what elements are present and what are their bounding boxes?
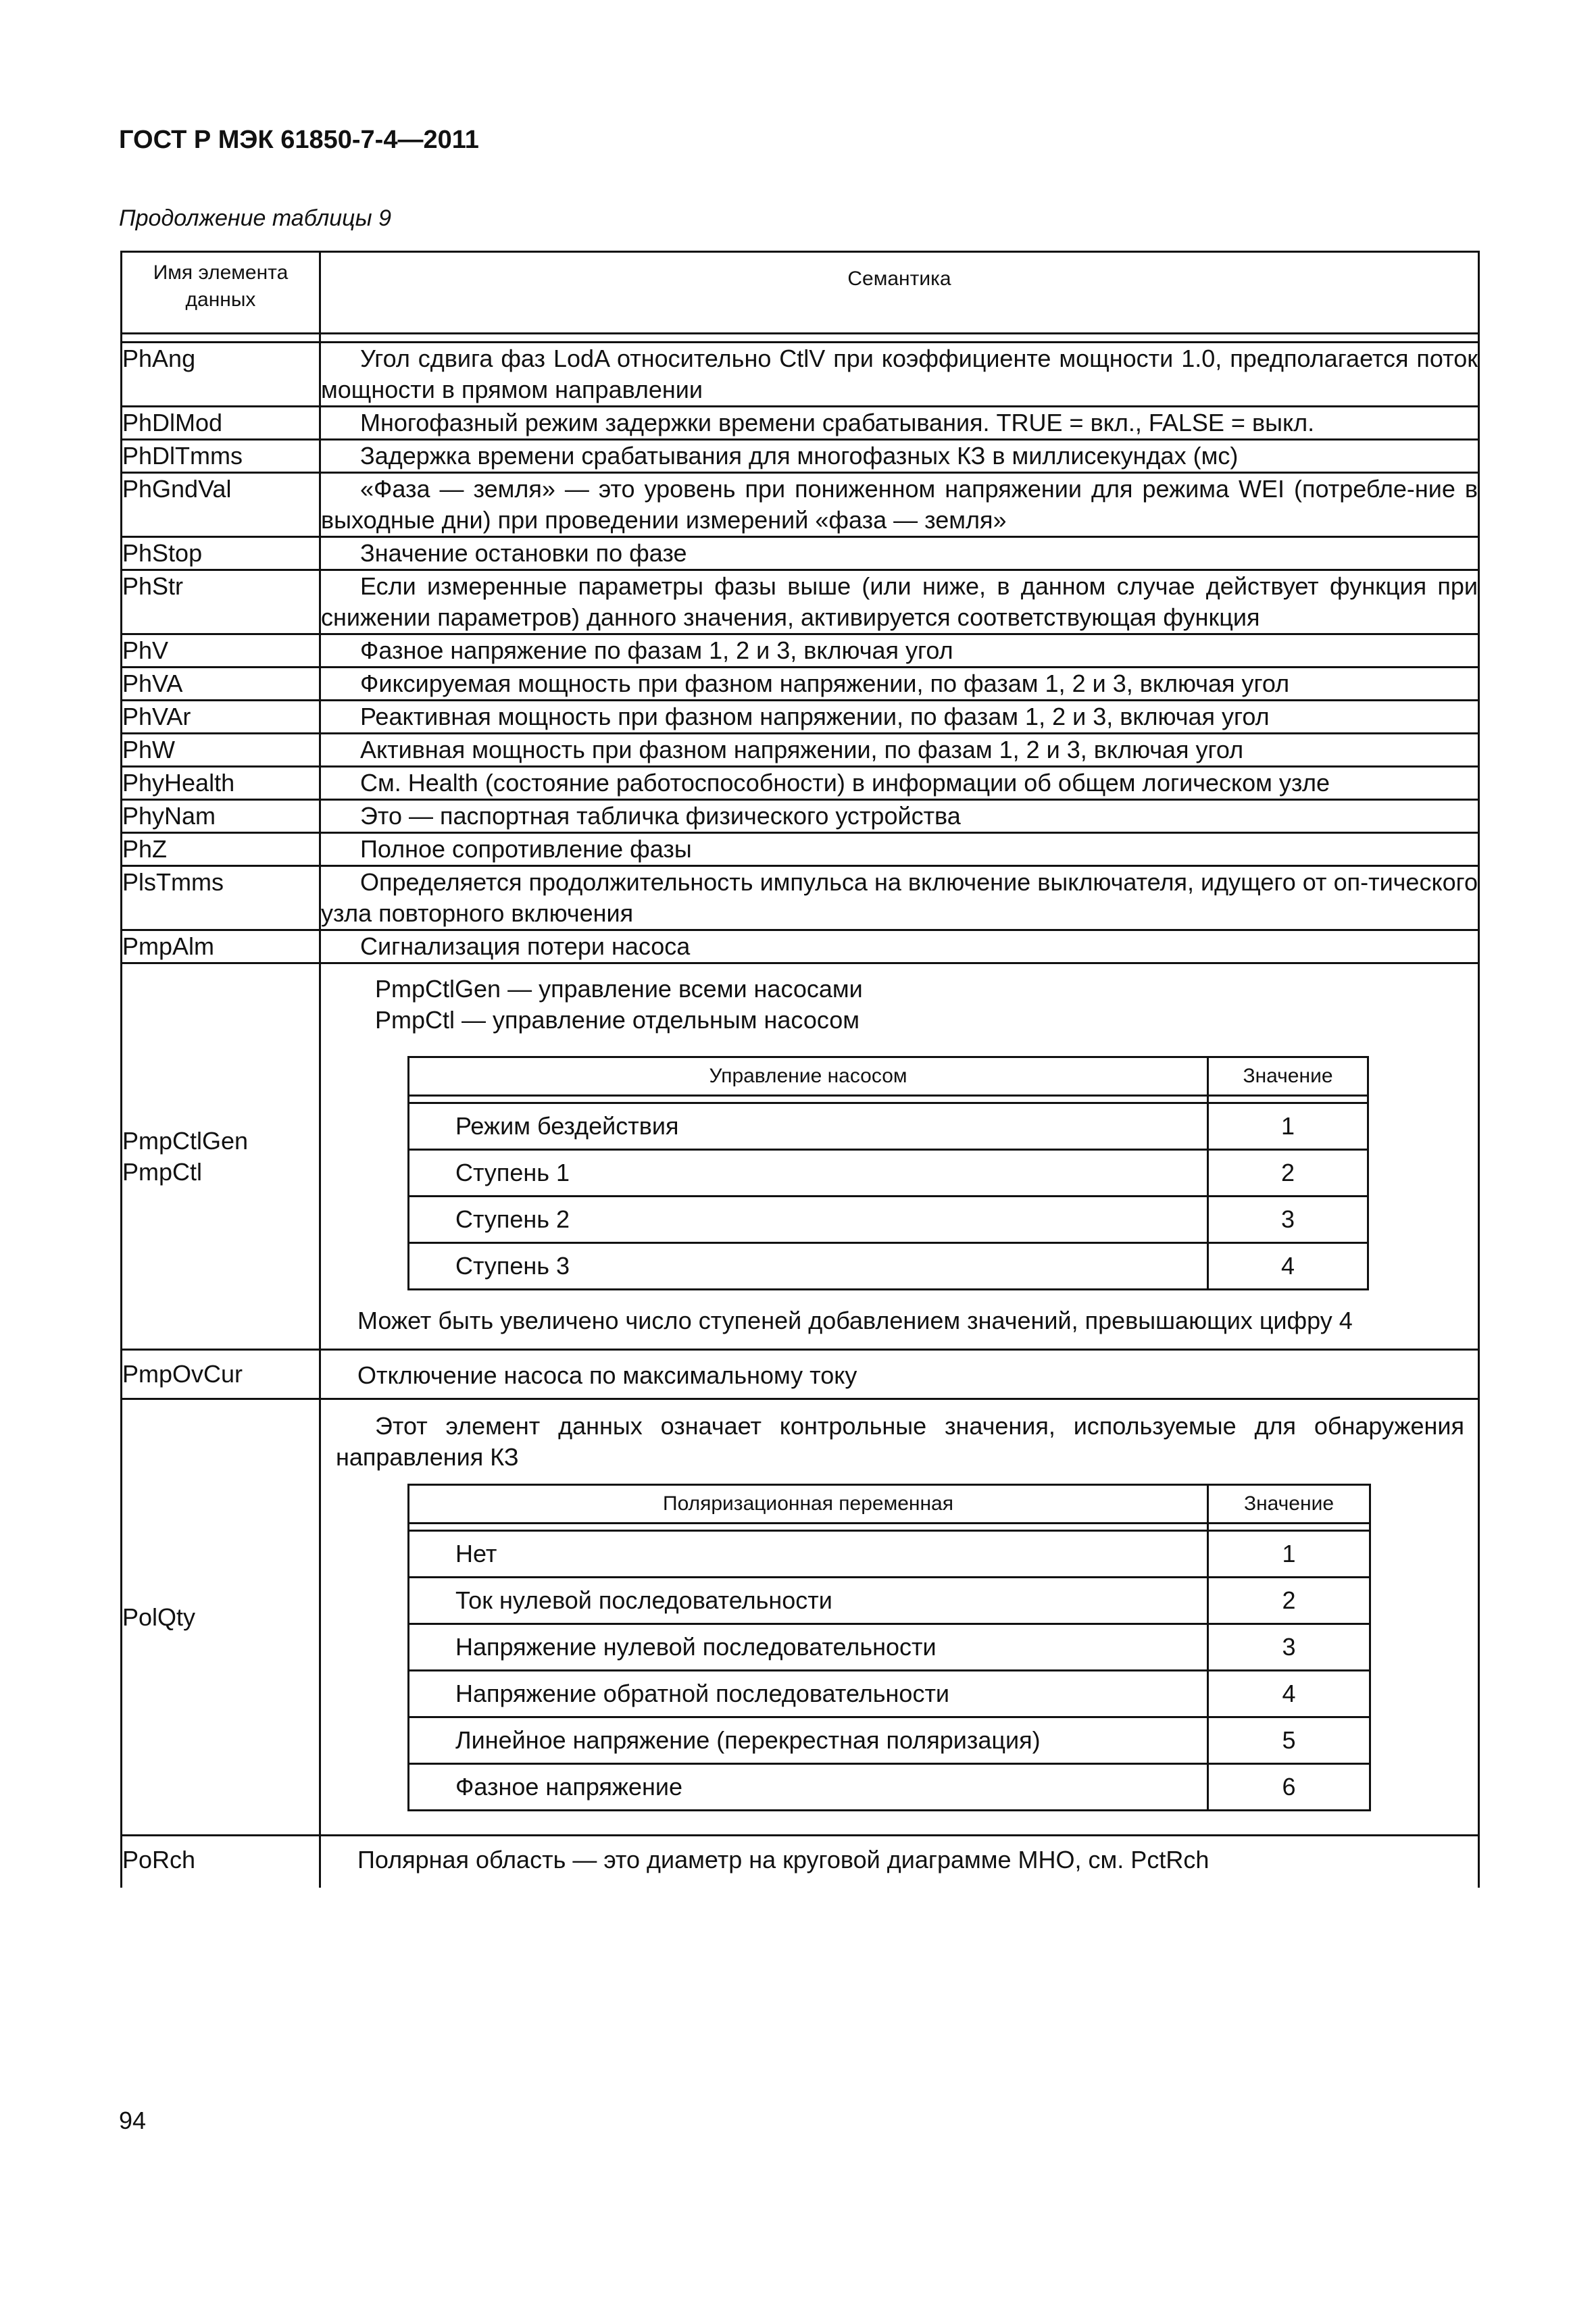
- polarization-inner-table: [407, 1484, 1371, 1811]
- inner-header-label: Управление насосом: [409, 1057, 1208, 1096]
- inner-row: Ступень 1 2: [409, 1150, 1368, 1197]
- semantics-table: [120, 251, 1480, 1888]
- inner-header-value: Значение: [1208, 1057, 1368, 1096]
- data-element-name: PhAng: [122, 343, 320, 407]
- data-element-semantics: Это — паспортная табличка физического устройства: [320, 800, 1479, 833]
- data-element-semantics: См. Health (состояние работоспособности) в информации об общем логическом узле: [320, 767, 1479, 800]
- inner-header-label: Поляризационная переменная: [409, 1485, 1208, 1524]
- name-line-2: PmpCtl: [122, 1157, 203, 1186]
- data-element-name: PhStr: [122, 570, 320, 634]
- inner-row: Ток нулевой последовательности 2: [409, 1578, 1370, 1624]
- column-header-semantics: Семантика: [320, 252, 1479, 334]
- table-row: [122, 473, 1479, 537]
- data-element-name: PhVAr: [122, 701, 320, 734]
- data-element-semantics: Значение остановки по фазе: [320, 537, 1479, 570]
- document-code-header: ГОСТ Р МЭК 61850-7-4—2011: [119, 126, 479, 154]
- data-element-name: PhStop: [122, 537, 320, 570]
- table-row-pmpctl: [122, 963, 1479, 1350]
- inner-header-value: Значение: [1208, 1485, 1370, 1524]
- data-element-semantics: Фиксируемая мощность при фазном напряжении, по фазам 1, 2 и 3, включая угол: [320, 668, 1479, 701]
- data-element-name: PhyNam: [122, 800, 320, 833]
- data-element-name: PmpAlm: [122, 930, 320, 963]
- header-separator: [122, 334, 1479, 343]
- data-element-semantics: Фазное напряжение по фазам 1, 2 и 3, включая угол: [320, 634, 1479, 668]
- table-row: [122, 1350, 1479, 1399]
- data-element-name: PhyHealth: [122, 767, 320, 800]
- table-row: [122, 767, 1479, 800]
- data-element-name: PhW: [122, 734, 320, 767]
- table-caption: Продолжение таблицы 9: [119, 205, 391, 231]
- pmpctl-note: Может быть увеличено число ступеней добавлением значений, превышающих цифру 4: [357, 1307, 1353, 1334]
- table-row: [122, 866, 1479, 930]
- page-number: 94: [119, 2107, 147, 2134]
- inner-row: Напряжение обратной последовательности 4: [409, 1671, 1370, 1717]
- data-element-name: PhDlTmms: [122, 440, 320, 473]
- data-element-semantics: Отключение насоса по максимальному току: [320, 1350, 1479, 1399]
- inner-row: Нет 1: [409, 1531, 1370, 1578]
- data-element-semantics: Полярная область — это диаметр на круговой диаграмме МНО, см. PctRch: [320, 1836, 1479, 1888]
- data-element-semantics: Сигнализация потери насоса: [320, 930, 1479, 963]
- data-element-name: PoRch: [122, 1836, 320, 1888]
- data-element-semantics: Активная мощность при фазном напряжении, по фазам 1, 2 и 3, включая угол: [320, 734, 1479, 767]
- table-row: [122, 440, 1479, 473]
- data-element-semantics: Определяется продолжительность импульса на включение выключателя, идущего от оп-тического узла повторного включения: [320, 866, 1479, 930]
- data-element-name: PhGndVal: [122, 473, 320, 537]
- column-header-name: Имя элемента данных: [122, 252, 320, 334]
- data-element-name: PhVA: [122, 668, 320, 701]
- data-element-semantics: Если измеренные параметры фазы выше (или ниже, в данном случае действует функция при снижении параметров) данного значения, активируется соответствующая функция: [320, 570, 1479, 634]
- pump-control-inner-table: [407, 1056, 1369, 1290]
- table-row: [122, 407, 1479, 440]
- data-element-name: PmpOvCur: [122, 1350, 320, 1399]
- data-element-name: PolQty: [122, 1399, 320, 1836]
- inner-row: Ступень 3 4: [409, 1243, 1368, 1290]
- data-element-semantics: Многофазный режим задержки времени срабатывания. TRUE = вкл., FALSE = выкл.: [320, 407, 1479, 440]
- inner-row: Напряжение нулевой последовательности 3: [409, 1624, 1370, 1671]
- table-row: [122, 570, 1479, 634]
- name-line-1: PmpCtlGen: [122, 1126, 249, 1155]
- inner-row: Фазное напряжение 6: [409, 1764, 1370, 1811]
- table-header-row: [122, 252, 1479, 334]
- data-element-semantics: Угол сдвига фаз LodA относительно CtlV при коэффициенте мощности 1.0, предполагается поток мощности в прямом направлении: [320, 343, 1479, 407]
- table-row-polqty: [122, 1399, 1479, 1836]
- data-element-name: PhV: [122, 634, 320, 668]
- table-row: [122, 634, 1479, 668]
- data-element-semantics: [320, 963, 1479, 1350]
- table-row: [122, 833, 1479, 866]
- table-row: [122, 930, 1479, 963]
- data-element-name: [122, 963, 320, 1350]
- data-element-semantics: «Фаза — земля» — это уровень при пониженном напряжении для режима WEI (потребле-ние в выходные дни) при проведении измерений «фаза — земля»: [320, 473, 1479, 537]
- table-row-porch: [122, 1836, 1479, 1888]
- inner-row: Линейное напряжение (перекрестная поляризация) 5: [409, 1717, 1370, 1764]
- inner-row: Ступень 2 3: [409, 1197, 1368, 1243]
- data-element-name: PlsTmms: [122, 866, 320, 930]
- polqty-intro: Этот элемент данных означает контрольные значения, используемые для обнаружения направления КЗ: [336, 1412, 1464, 1471]
- table-row: [122, 701, 1479, 734]
- data-element-name: PhDlMod: [122, 407, 320, 440]
- data-element-semantics: [320, 1399, 1479, 1836]
- data-element-name: PhZ: [122, 833, 320, 866]
- inner-row: Режим бездействия 1: [409, 1103, 1368, 1150]
- table-row: [122, 668, 1479, 701]
- pmpctl-line-2: PmpCtl — управление отдельным насосом: [375, 1006, 860, 1034]
- data-element-semantics: Реактивная мощность при фазном напряжении, по фазам 1, 2 и 3, включая угол: [320, 701, 1479, 734]
- pmpctl-line-1: PmpCtlGen — управление всеми насосами: [375, 975, 863, 1003]
- data-element-semantics: Задержка времени срабатывания для многофазных КЗ в миллисекундах (мс): [320, 440, 1479, 473]
- table-row: [122, 343, 1479, 407]
- data-element-semantics: Полное сопротивление фазы: [320, 833, 1479, 866]
- table-row: [122, 734, 1479, 767]
- table-row: [122, 800, 1479, 833]
- table-row: [122, 537, 1479, 570]
